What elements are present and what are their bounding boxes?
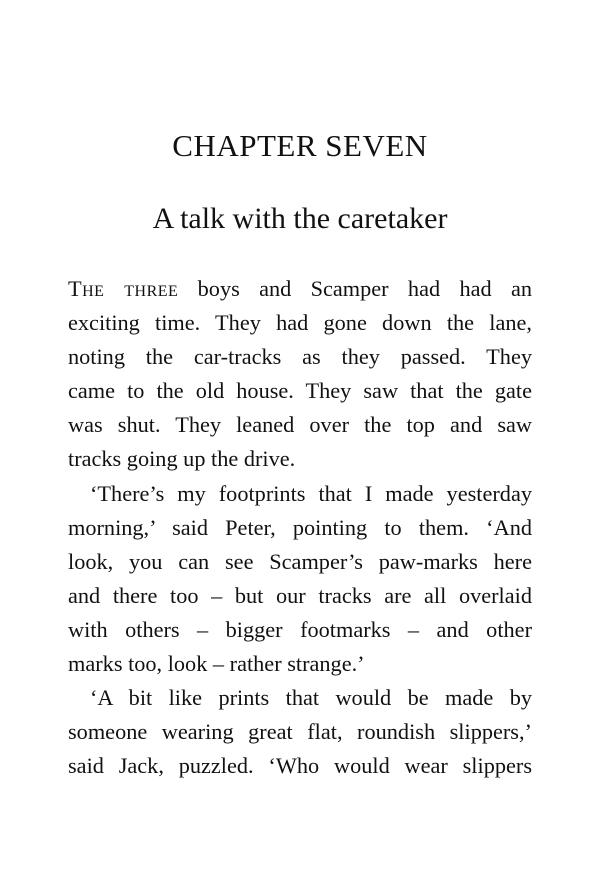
paragraph-line: and there too – but our tracks are all overlaid [68,582,532,608]
paragraph-line: came to the old house. They saw that the gate [68,378,532,404]
paragraph-line: was shut. They leaned over the top and saw [68,412,532,438]
paragraph-line: marks too, look – rather strange.’ [68,651,365,677]
paragraph-line: ‘A bit like prints that would be made by [90,685,532,711]
paragraph-line [68,272,532,306]
paragraph-line: look, you can see Scamper’s paw-marks here [68,548,532,574]
paragraph-3 [68,681,532,783]
paragraph-line: ‘There’s my footprints that I made yesterday [90,480,532,506]
paragraph-1 [68,272,532,477]
paragraph-2 [68,477,532,682]
paragraph-line: someone wearing great flat, roundish slippers,’ [68,719,532,745]
chapter-title: A talk with the caretaker [152,202,448,235]
paragraph-line: tracks going up the drive. [68,446,296,472]
paragraph-line: exciting time. They had gone down the lane, [68,310,532,336]
chapter-body [68,272,532,783]
paragraph-line: morning,’ said Peter, pointing to them. ‘And [68,514,532,540]
paragraph-line: said Jack, puzzled. ‘Who would wear slippers [68,753,532,779]
paragraph-line: noting the car-tracks as they passed. They [68,344,532,370]
paragraph-line: with others – bigger footmarks – and other [68,616,532,642]
lead-in-smallcaps: The three [68,276,179,301]
chapter-number: CHAPTER SEVEN [172,128,428,163]
line-text: boys and Scamper had had an [178,276,533,301]
